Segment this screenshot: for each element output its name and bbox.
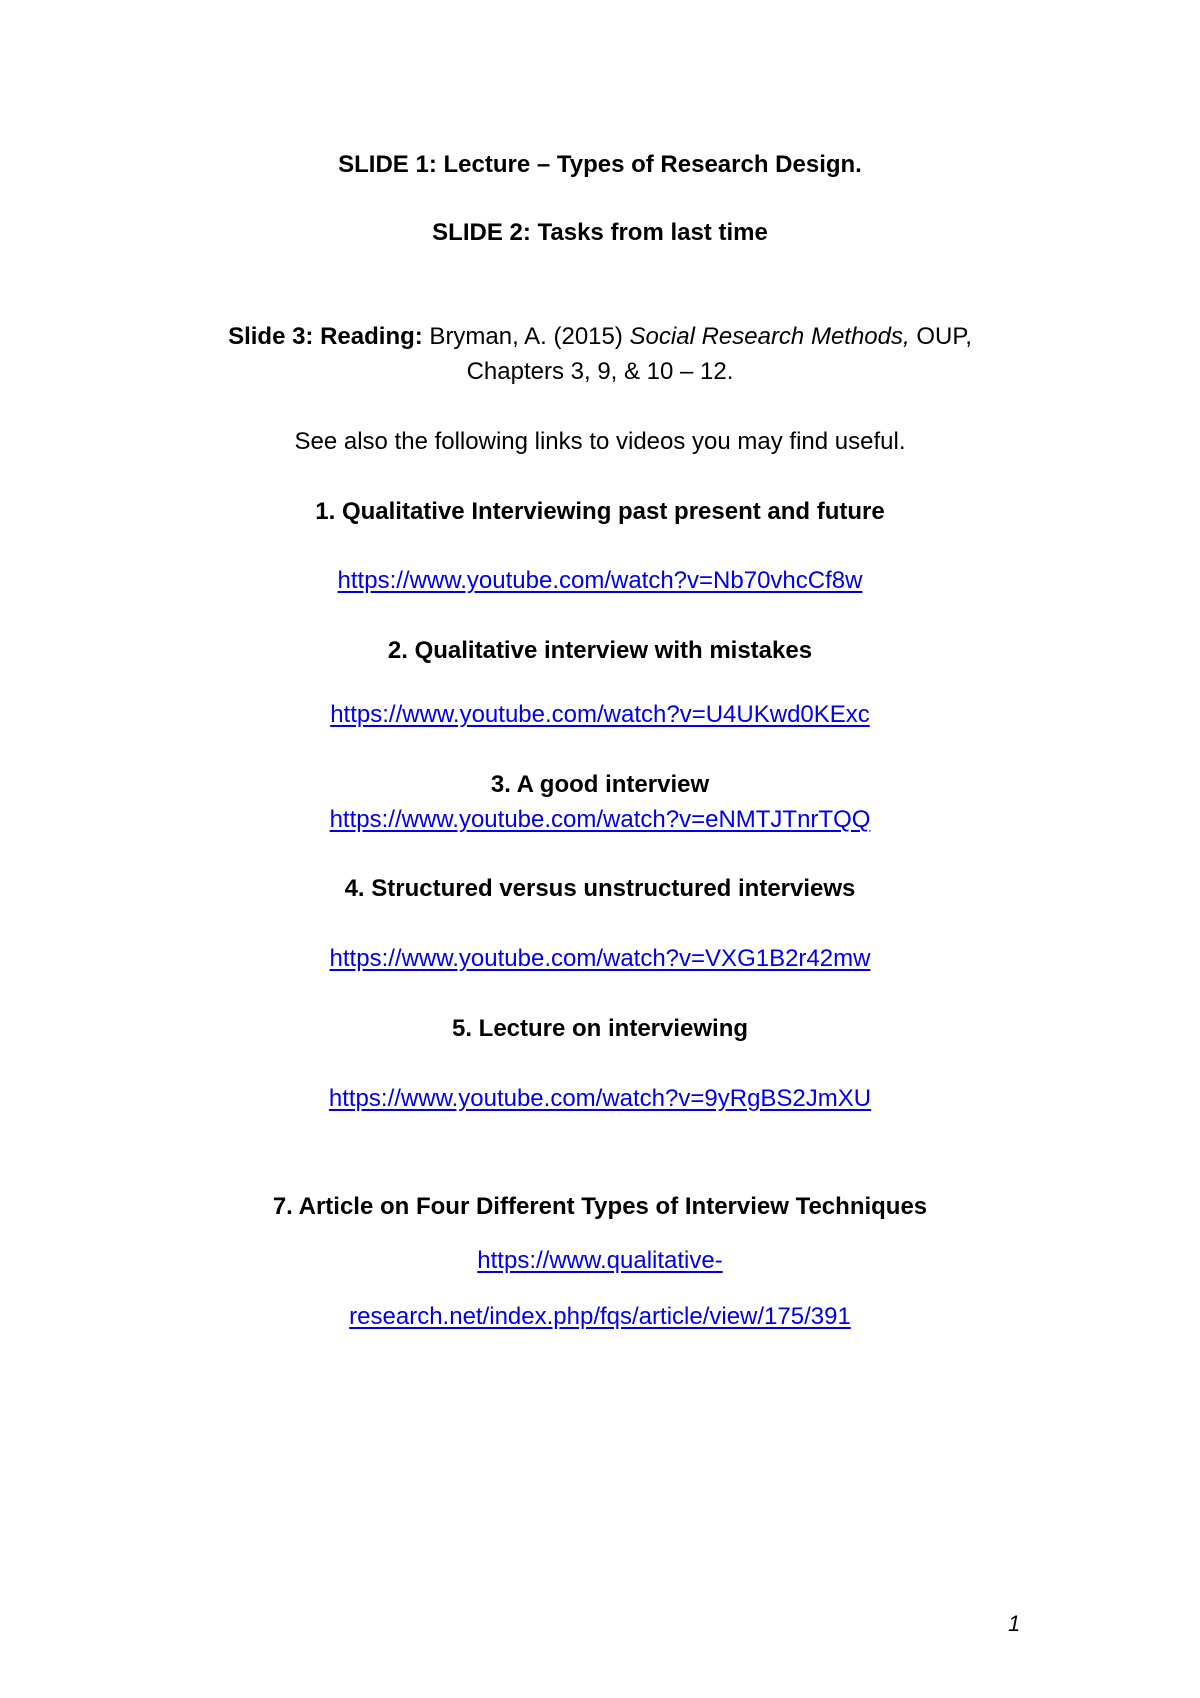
video-title-2: 2. Qualitative interview with mistakes [387, 637, 813, 664]
page-number: 1 [1008, 1611, 1021, 1636]
video-link-3-row [0, 805, 1200, 835]
slide2-heading: SLIDE 2: Tasks from last time [432, 219, 768, 246]
video-link-5-row [0, 1084, 1200, 1114]
video-title-5: 5. Lecture on interviewing [451, 1015, 749, 1042]
article-link-row-1 [0, 1246, 1200, 1276]
video-link-2[interactable]: https://www.youtube.com/watch?v=U4UKwd0KExc [330, 701, 870, 728]
video-link-4-row [0, 944, 1200, 974]
slide1-heading: SLIDE 1: Lecture – Types of Research Design. [338, 151, 862, 178]
video-link-1-row [0, 566, 1200, 596]
article-link-part-1[interactable]: https://www.qualitative- [477, 1247, 723, 1274]
video-link-5[interactable]: https://www.youtube.com/watch?v=9yRgBS2JmXU [328, 1085, 872, 1112]
video-title-4: 4. Structured versus unstructured interviews [344, 875, 856, 902]
article-link-row-2 [0, 1302, 1200, 1332]
video-link-3[interactable]: https://www.youtube.com/watch?v=eNMTJTnrTQQ [329, 806, 871, 833]
reading-book-title: Social Research Methods, [629, 323, 910, 350]
video-title-1: 1. Qualitative Interviewing past present and future [315, 498, 885, 525]
reading-chapters: Chapters 3, 9, & 10 – 12. [466, 358, 734, 385]
video-link-1[interactable]: https://www.youtube.com/watch?v=Nb70vhcCf8w [337, 567, 863, 594]
reading-label: Slide 3: Reading: [228, 323, 423, 350]
intro-text: See also the following links to videos you may find useful. [294, 428, 906, 455]
reading-publisher: OUP, [909, 323, 972, 350]
reading-author: Bryman, A. (2015) [422, 323, 630, 350]
video-title-3: 3. A good interview [490, 771, 710, 798]
article-title: 7. Article on Four Different Types of Interview Techniques [272, 1193, 928, 1220]
video-link-2-row [0, 700, 1200, 730]
reading-reference [0, 322, 1200, 352]
video-link-4[interactable]: https://www.youtube.com/watch?v=VXG1B2r42mw [329, 945, 871, 972]
article-link-part-2[interactable]: research.net/index.php/fqs/article/view/175/391 [349, 1303, 851, 1330]
